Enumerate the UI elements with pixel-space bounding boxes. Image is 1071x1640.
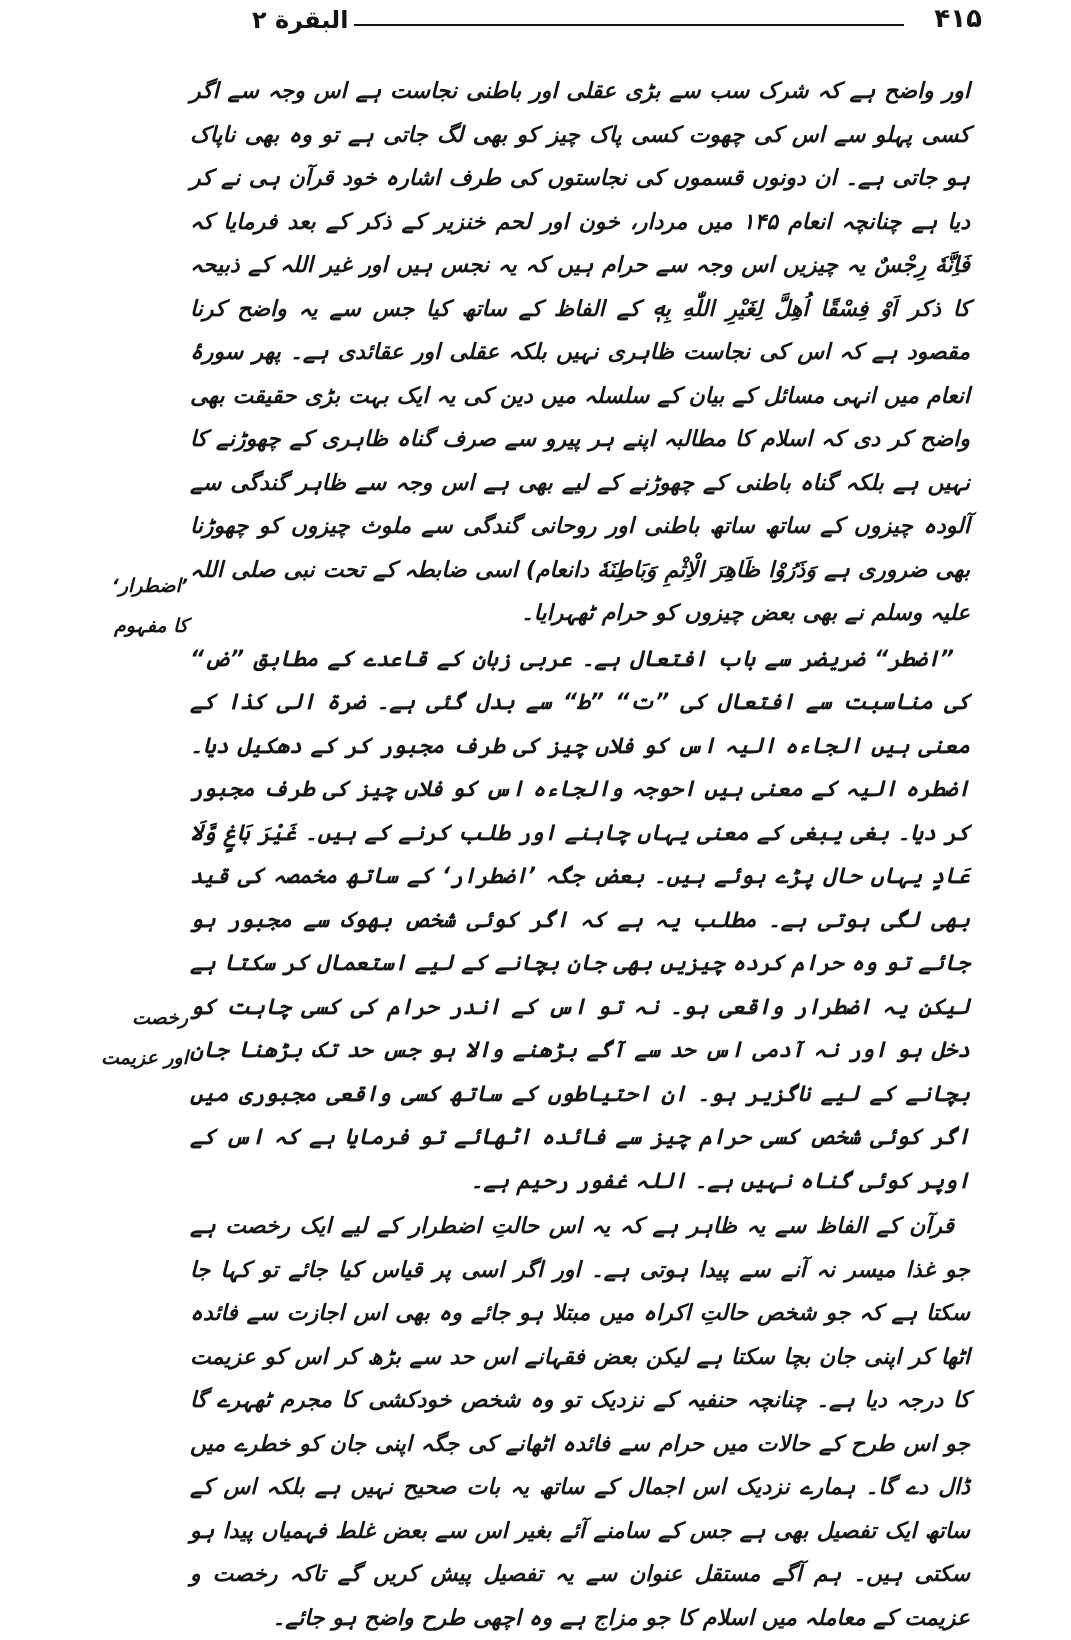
paragraph-iztirar-meaning: ”اضطر“ ضریضر سے باب افتعال ہے۔ عربی زبان کے قاعدے کے مطابق ”ض“ کی مناسبت سے افتعال کی ”ت“ ”ط“ سے بدل گئی ہے۔ ضرۃ الی کذا کے معنی ہیں الجاءہ الیہ اس کو فلاں چیز کی طرف مجبور کر کے دھکیل دیا۔ اضطرہ الیہ کے معنی ہیں احوجہ والجاءہ اس کو فلاں چیز کی طرف مجبور کر دیا۔ بغی یبغی کے معنی یہاں چاہنے اور طلب کرنے کے ہیں۔ غَيْرَ بَاغٍ وَّلَا عَادٍ یہاں حال پڑے ہوئے ہیں۔ بعض جگہ ’اضطرار‘ کے ساتھ مخمصہ کی قید بھی لگی ہوتی ہے۔ مطلب یہ ہے کہ اگر کوئی شخص بھوک سے مجبور ہو جائے تو وہ حرام کردہ چیزیں بھی جان بچانے کے لیے استعمال کر سکتا ہے لیکن یہ اضطرار واقعی ہو۔ نہ تو اس کے اندر حرام کی کسی چاہت کو دخل ہو اور نہ آدمی اس حد سے آگے بڑھنے والا ہو جس حد تک بڑھنا جان بچانے کے لیے ناگزیر ہو۔ ان احتیاطوں کے ساتھ کسی واقعی مجبوری میں اگر کوئی شخص کسی حرام چیز سے فائدہ اٹھائے تو فرمایا ہے کہ اس کے اوپر کوئی گناہ نہیں ہے۔ اللہ غفور رحیم ہے۔ [190, 646, 970, 1194]
margin-note-rukhsat [100, 998, 188, 1078]
paragraph-shirk-impurity: اور واضح ہے کہ شرک سب سے بڑی عقلی اور باطنی نجاست ہے اس وجہ سے اگر کسی پہلو سے اس کی چھوت کسی پاک چیز کو بھی لگ جاتی ہے تو وہ بھی ناپاک ہو جاتی ہے۔ ان دونوں قسموں کی نجاستوں کی طرف اشارہ خود قرآن ہی نے کر دیا ہے چنانچہ انعام ۱۴۵ میں مردار، خون اور لحم خنزیر کے ذکر کے بعد فرمایا کہ فَاِنَّهٗ رِجْسٌ یہ چیزیں اس وجہ سے حرام ہیں کہ یہ نجس ہیں اور غیر اللہ کے ذبیحہ کا ذکر اَوْ فِسْقًا اُهِلَّ لِغَيْرِ اللّٰهِ بِهٖ کے الفاظ کے ساتھ کیا جس سے یہ واضح کرنا مقصود ہے کہ اس کی نجاست ظاہری نہیں بلکہ عقلی اور عقائدی ہے۔ پھر سورۂ انعام میں انہی مسائل کے بیان کے سلسلہ میں دین کی یہ ایک بہت بڑی حقیقت بھی واضح کر دی کہ اسلام کا مطالبہ اپنے ہر پیرو سے صرف گناہ ظاہری کے چھوڑنے کا نہیں ہے بلکہ گناہ باطنی کے چھوڑنے کے لیے بھی ہے اس وجہ سے ظاہر گندگی سے آلودہ چیزوں کے ساتھ ساتھ باطنی اور روحانی گندگی سے ملوث چیزوں کو چھوڑنا بھی ضروری ہے وَذَرُوْا ظَاهِرَ الْاِثْمِ وَبَاطِنَهٗ دانعام) اسی ضابطہ کے تحت نبی صلی اللہ علیہ وسلم نے بھی بعض چیزوں کو حرام ٹھہرایا۔ [190, 79, 971, 626]
page-number: ۴۱۵ [934, 4, 982, 34]
margin-note-iztirar [100, 566, 188, 646]
header-rule [354, 24, 904, 26]
surah-title: البقرة ۲ [252, 6, 349, 34]
margin-note-line: رخصت [131, 1007, 188, 1029]
page-header [252, 4, 982, 44]
paragraph-rukhsat-azimat: قرآن کے الفاظ سے یہ ظاہر ہے کہ یہ اس حالتِ اضطرار کے لیے ایک رخصت ہے جو غذا میسر نہ آنے سے پیدا ہوتی ہے۔ اور اگر اسی پر قیاس کیا جائے تو کہا جا سکتا ہے کہ جو شخص حالتِ اکراہ میں مبتلا ہو جائے وہ بھی اس اجازت سے فائدہ اٹھا کر اپنی جان بچا سکتا ہے لیکن بعض فقہانے اس حد سے بڑھ کر اس کو عزیمت کا درجہ دیا ہے۔ چنانچہ حنفیہ کے نزدیک تو وہ شخص خودکشی کا مجرم ٹھہرے گا جو اس طرح کے حالات میں حرام سے فائدہ اٹھانے کی جگہ اپنی جان کو خطرے میں ڈال دے گا۔ ہمارے نزدیک اس اجمال کے ساتھ یہ بات صحیح نہیں ہے بلکہ اس کے ساتھ ایک تفصیل بھی ہے جس کے سامنے آئے بغیر اس سے بعض غلط فہمیاں پیدا ہو سکتی ہیں۔ ہم آگے مستقل عنوان سے یہ تفصیل پیش کریں گے تاکہ رخصت و عزیمت کے معاملہ میں اسلام کا جو مزاج ہے وہ اچھی طرح واضح ہو جائے۔ [190, 1214, 970, 1631]
margin-note-line: ’اضطرار‘ [111, 575, 188, 597]
margin-note-line: اور عزیمت [101, 1047, 188, 1069]
body-text [190, 70, 970, 1640]
margin-note-line: کا مفہوم [114, 615, 188, 637]
